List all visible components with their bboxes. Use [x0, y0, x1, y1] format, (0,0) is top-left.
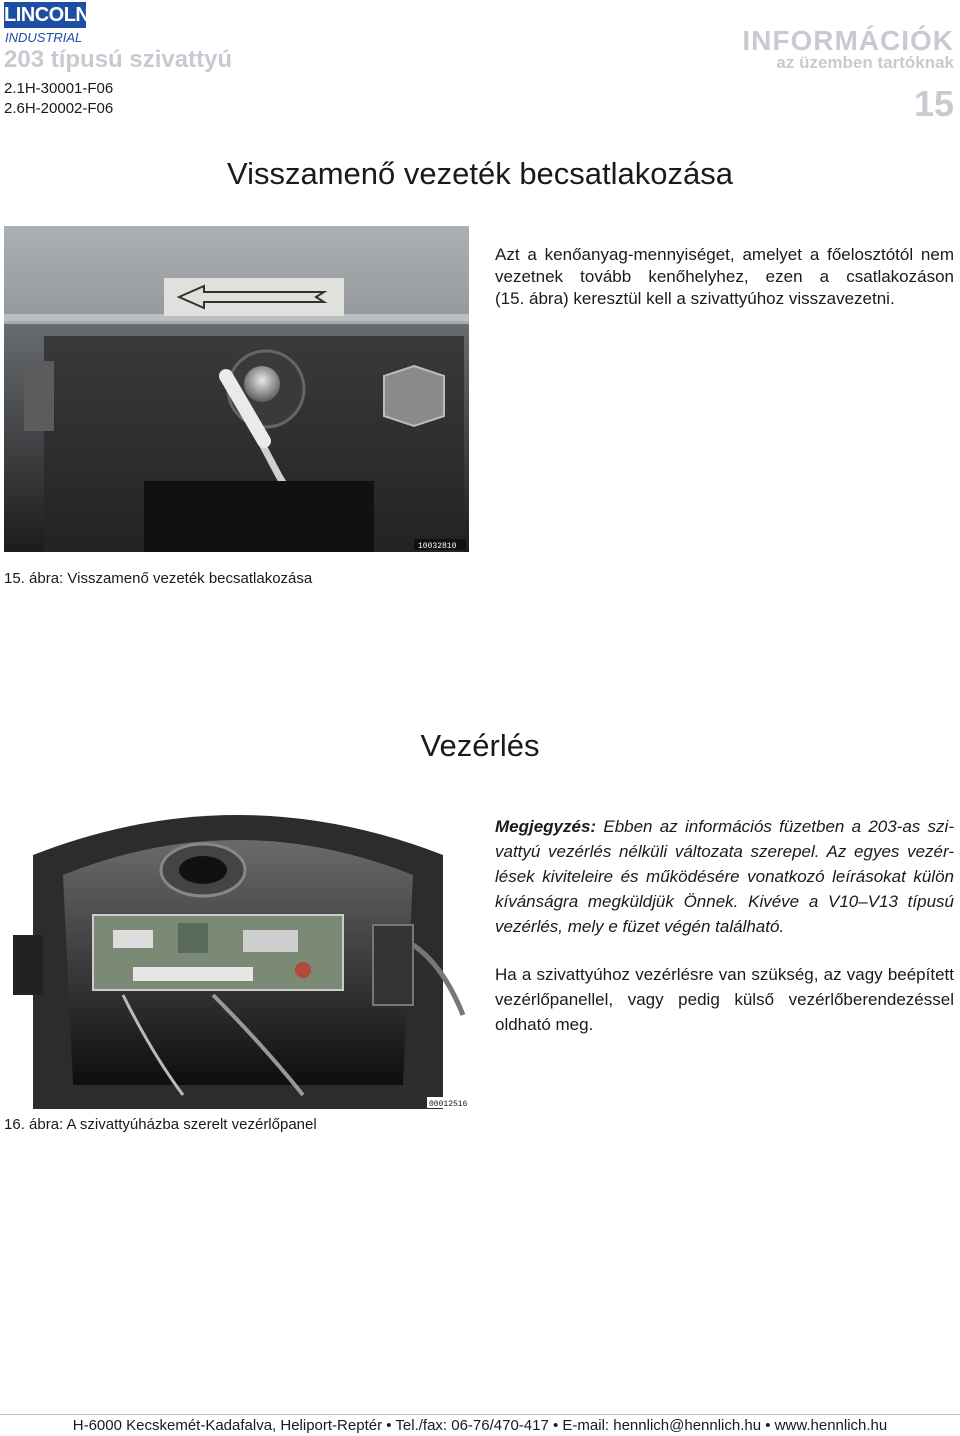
figure-15-photo — [4, 226, 469, 552]
document-number: 2.1H-30001-F06 — [4, 80, 114, 97]
footer-contact: H-6000 Kecskemét-Kadafalva, Heliport-Reptér • Tel./fax: 06-76/470-417 • E-mail: hennlich@hennlich.hu • www.hennlich.hu — [72, 1417, 888, 1434]
note-block — [495, 814, 954, 939]
page-number: 15 — [913, 83, 954, 124]
section-title: Visszamenő vezeték becsatlakozása — [226, 156, 734, 191]
pump-return-line-photo — [4, 226, 469, 552]
header-info-subtitle: az üzemben tartóknak — [776, 53, 954, 72]
note-line: vattyú vezérlés nélküli változata szerepel. Az egyes vezér- — [495, 842, 954, 861]
paragraph-line: vezetnek tovább kenőhelyhez, ezen a csatlakozáson — [495, 267, 954, 286]
figure-16-photo — [3, 795, 471, 1109]
note-label: Megjegyzés: — [495, 817, 597, 836]
figure-code: 10032810 — [418, 542, 457, 551]
hex-nut — [384, 366, 444, 426]
figure-caption: 15. ábra: Visszamenő vezeték becsatlakozása — [4, 570, 313, 587]
note-text: Ebben az információs füzetben a 203-as szi- — [603, 817, 954, 836]
brand-logo-text: LINCOLN — [4, 4, 90, 26]
pump-model-title: 203 típusú szivattyú — [4, 46, 233, 73]
section-paragraph — [495, 244, 954, 310]
paragraph-line: Azt a kenőanyag-mennyiséget, amelyet a főelosztótól nem — [495, 245, 954, 264]
control-panel-photo — [3, 795, 471, 1109]
header-info-title: INFORMÁCIÓK — [742, 25, 954, 56]
paragraph-line: (15. ábra) keresztül kell a szivattyúhoz visszavezetni. — [495, 289, 895, 308]
section-paragraph — [495, 962, 954, 1037]
paragraph-line: vezérlőpanellel, vagy pedig külső vezérlőberendezéssel — [495, 990, 954, 1009]
paragraph-line: oldható meg. — [495, 1015, 594, 1034]
note-line — [495, 814, 954, 839]
note-line: lések kiviteleire és működésére vonatkozó leírásokat külön — [495, 867, 954, 886]
footer-divider — [0, 1414, 960, 1415]
document-number: 2.6H-20002-F06 — [4, 100, 114, 117]
brand-logo-subtitle: INDUSTRIAL — [5, 30, 83, 45]
paragraph-line: Ha a szivattyúhoz vezérlésre van szükség, az vagy beépített — [495, 965, 954, 984]
figure-caption: 16. ábra: A szivattyúházba szerelt vezérlőpanel — [4, 1116, 317, 1133]
section-title: Vezérlés — [420, 728, 540, 763]
figure-code: 00012516 — [429, 1100, 468, 1109]
note-line: kívánságra megküldjük Önnek. Kivéve a V10–V13 típusú — [495, 892, 954, 911]
note-line: vezérlés, mely e füzet végén található. — [495, 917, 785, 936]
